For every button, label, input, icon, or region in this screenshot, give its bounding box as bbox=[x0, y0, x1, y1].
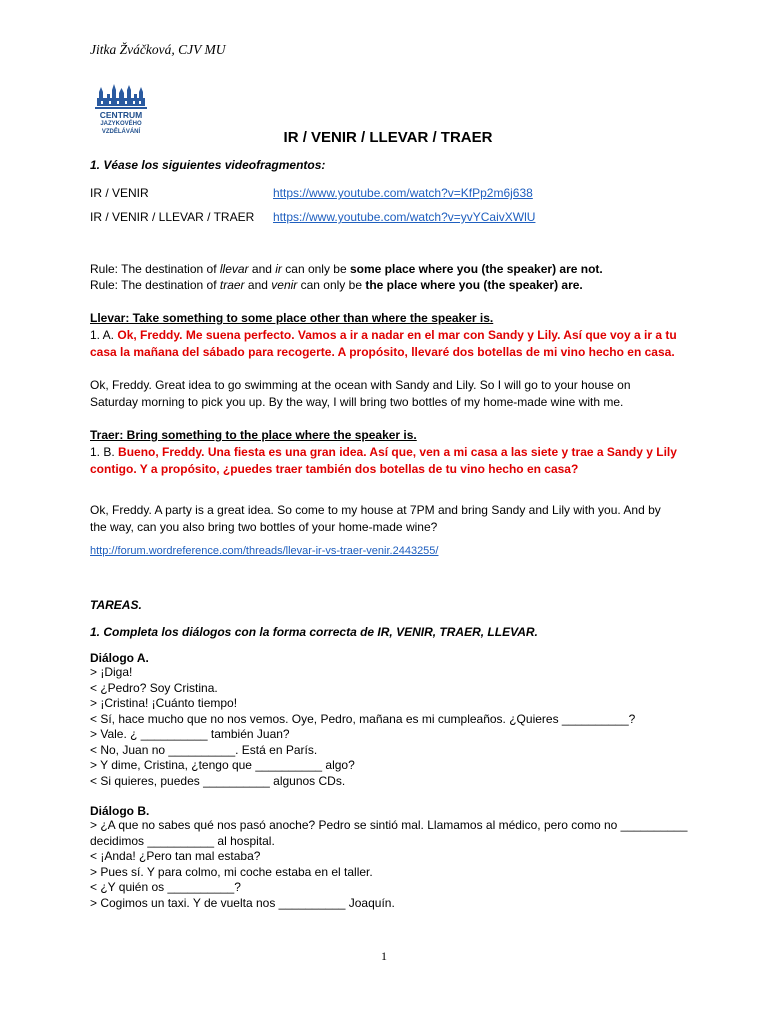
dialog-a-line: < No, Juan no __________. Está en París. bbox=[90, 742, 318, 757]
dialog-b-line: decidimos __________ al hospital. bbox=[90, 833, 275, 848]
wordreference-link[interactable]: http://forum.wordreference.com/threads/llevar-ir-vs-traer-venir.2443255/ bbox=[90, 545, 439, 557]
castle-skyline-icon bbox=[95, 84, 147, 110]
task-1-instruction: 1. Completa los diálogos con la forma correcta de IR, VENIR, TRAER, LLEVAR. bbox=[90, 625, 538, 639]
traer-english-translation: Ok, Freddy. A party is a great idea. So come to my house at 7PM and bring Sandy and Lily with you. And by the way, can you also bring two bottles of your home-made wine? bbox=[90, 503, 661, 534]
dialog-b-line: > Pues sí. Y para colmo, mi coche estaba en el taller. bbox=[90, 864, 373, 879]
traer-number: 1. B. bbox=[90, 445, 115, 459]
dialog-b-line: > ¿A que no sabes qué nos pasó anoche? Pedro se sintió mal. Llamamos al médico, pero como no __________ bbox=[90, 818, 688, 832]
section1-heading: 1. Véase los siguientes videofragmentos: bbox=[90, 158, 326, 172]
rule-1-verb-1: llevar bbox=[219, 262, 249, 276]
rule-2-emphasis: the place where you (the speaker) are. bbox=[365, 278, 583, 292]
dialog-b-lines bbox=[90, 818, 687, 911]
dialog-b-line: < ¡Anda! ¿Pero tan mal estaba? bbox=[90, 849, 261, 863]
video-1-label: IR / VENIR bbox=[90, 186, 149, 200]
video-2-link[interactable]: https://www.youtube.com/watch?v=yvYCaivXWlU bbox=[273, 210, 536, 224]
dialog-a-line: < Si quieres, puedes __________ algunos CDs. bbox=[90, 773, 346, 788]
rule-2 bbox=[90, 278, 583, 292]
video-2-label: IR / VENIR / LLEVAR / TRAER bbox=[90, 210, 255, 224]
logo-line-1: CENTRUM bbox=[99, 110, 143, 120]
tareas-heading: TAREAS. bbox=[90, 598, 142, 612]
llevar-heading: Llevar: Take something to some place other than where the speaker is. bbox=[90, 311, 494, 325]
rule-1-and: and bbox=[248, 262, 276, 276]
logo-line-3: VZDĚLÁVÁNÍ bbox=[101, 129, 141, 135]
dialog-a-line: < Sí, hace mucho que no nos vemos. Oye, Pedro, mañana es mi cumpleaños. ¿Quieres __________? bbox=[90, 711, 636, 726]
rule-1-text-b: can only be bbox=[281, 262, 350, 276]
dialog-a-line: > ¡Diga! bbox=[90, 665, 133, 679]
llevar-english-translation: Ok, Freddy. Great idea to go swimming at the ocean with Sandy and Lily. So I will go to your house on Saturday morning to pick you up. By the way, I will bring two bottles of my home-made wine with me. bbox=[90, 378, 631, 409]
dialog-b-line: < ¿Y quién os __________? bbox=[90, 880, 241, 894]
dialog-a-line: > Y dime, Cristina, ¿tengo que __________ algo? bbox=[90, 758, 355, 772]
dialog-a-lines bbox=[90, 665, 635, 789]
dialog-a-title: Diálogo A. bbox=[90, 651, 149, 665]
logo-line-2: JAZYKOVÉHO bbox=[100, 121, 142, 127]
dialog-b-line: > Cogimos un taxi. Y de vuelta nos __________ Joaquín. bbox=[90, 895, 395, 910]
page-number: 1 bbox=[381, 949, 387, 963]
llevar-spanish-example bbox=[90, 327, 680, 361]
rule-1-verb-2: ir bbox=[275, 262, 282, 276]
page-title: IR / VENIR / LLEVAR / TRAER bbox=[283, 129, 493, 146]
video-1-link[interactable]: https://www.youtube.com/watch?v=KfPp2m6j638 bbox=[273, 186, 533, 200]
rule-2-verb-2: venir bbox=[271, 278, 298, 292]
dialog-a-line: > ¡Cristina! ¡Cuánto tiempo! bbox=[90, 696, 238, 710]
traer-heading: Traer: Bring something to the place where the speaker is. bbox=[90, 428, 417, 442]
traer-spanish-example bbox=[90, 444, 680, 478]
rule-2-and: and bbox=[244, 278, 272, 292]
llevar-spanish-text: Ok, Freddy. Me suena perfecto. Vamos a ir a nadar en el mar con Sandy y Lily. Así que voy a ir a tu casa la mañana del sábado para recogerte. A propósito, llevaré dos botellas de mi vino hecho en casa. bbox=[90, 328, 677, 359]
llevar-number: 1. A. bbox=[90, 328, 115, 342]
rule-1-emphasis: some place where you (the speaker) are not. bbox=[349, 262, 603, 276]
rule-2-text-b: can only be bbox=[297, 278, 366, 292]
rule-1 bbox=[90, 262, 603, 276]
rule-2-text-a: Rule: The destination of bbox=[90, 278, 220, 292]
traer-spanish-text: Bueno, Freddy. Una fiesta es una gran idea. Así que, ven a mi casa a las siete y trae a Sandy y Lily contigo. Y a propósito, ¿puedes traer también dos botellas de tu vino hecho en casa? bbox=[90, 445, 677, 476]
dialog-a-line: < ¿Pedro? Soy Cristina. bbox=[90, 680, 218, 695]
rule-2-verb-1: traer bbox=[219, 278, 245, 292]
rule-1-text-a: Rule: The destination of bbox=[90, 262, 220, 276]
dialog-a-line: > Vale. ¿ __________ también Juan? bbox=[90, 727, 290, 741]
header-author: Jitka Žváčková, CJV MU bbox=[90, 42, 226, 57]
dialog-b-title: Diálogo B. bbox=[90, 804, 150, 818]
